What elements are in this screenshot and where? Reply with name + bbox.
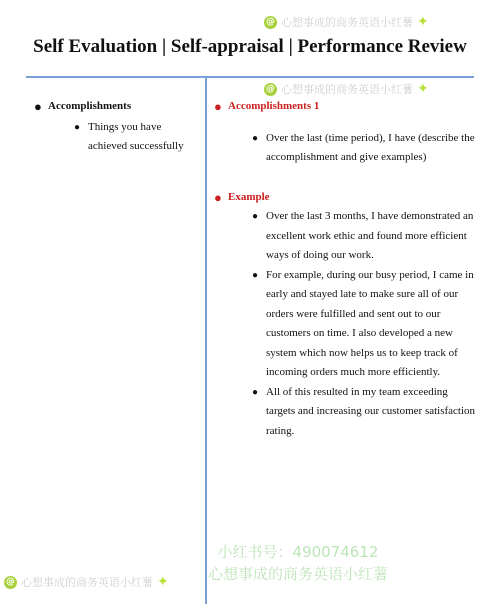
list-item [252, 383, 476, 442]
header-divider [26, 76, 474, 78]
sparkle-icon: ✦ [157, 574, 169, 590]
bullet-icon: ● [252, 269, 259, 281]
list-item-text: Things you have achieved successfully [88, 120, 184, 152]
bullet-icon: ● [214, 99, 222, 114]
list-item-text: Over the last (time period), I have (describe the accomplishment and give examples) [266, 131, 475, 163]
list-item-text: Over the last 3 months, I have demonstrated an excellent work ethic and found more efficient ways of doing our work. [266, 210, 474, 261]
bullet-icon: ● [252, 386, 259, 398]
list-item-text: For example, during our busy period, I came in early and stayed late to make sure all of our orders were fulfilled and sent out to our customers on time. I also developed a new system which now helps us to keep track of incoming orders much more efficiently. [266, 268, 474, 378]
at-icon: @ [6, 577, 15, 587]
right-column [214, 97, 476, 441]
watermark-text: 心想事成的商务英语小红薯 [281, 83, 413, 96]
section-heading-text: Accomplishments 1 [228, 100, 320, 112]
left-column [34, 97, 199, 157]
section-heading-text: Example [228, 190, 270, 203]
section-heading-example [214, 188, 476, 208]
watermark-middle [264, 81, 429, 97]
bullet-icon: ● [74, 121, 81, 133]
watermark-top [264, 14, 429, 30]
sparkle-icon: ✦ [417, 81, 429, 97]
at-icon: @ [266, 84, 275, 94]
left-heading [34, 97, 199, 117]
at-icon: @ [266, 17, 275, 27]
watermark-bottom [4, 574, 169, 590]
list-item [252, 129, 476, 168]
bullet-icon: ● [252, 211, 259, 222]
account-watermark: 小红书号：490074612 [217, 543, 379, 561]
bullet-icon: ● [34, 99, 42, 114]
watermark-text: 心想事成的商务英语小红薯 [21, 576, 153, 589]
bullet-icon: ● [214, 189, 222, 205]
list-item [74, 118, 199, 157]
list-item-text: All of this resulted in my team exceeding targets and increasing our customer satisfaction rating. [266, 385, 476, 437]
left-heading-text: Accomplishments [48, 100, 132, 112]
list-item [252, 207, 476, 266]
page-title: Self Evaluation | Self-appraisal | Performance Review [33, 36, 467, 57]
column-divider [205, 77, 207, 604]
watermark-text: 心想事成的商务英语小红薯 [281, 16, 413, 29]
sparkle-icon: ✦ [417, 14, 429, 30]
bullet-icon: ● [252, 132, 259, 144]
account-name-watermark: 心想事成的商务英语小红薯 [207, 565, 388, 583]
list-item [252, 266, 476, 383]
section-heading-accomplishments [214, 97, 476, 117]
